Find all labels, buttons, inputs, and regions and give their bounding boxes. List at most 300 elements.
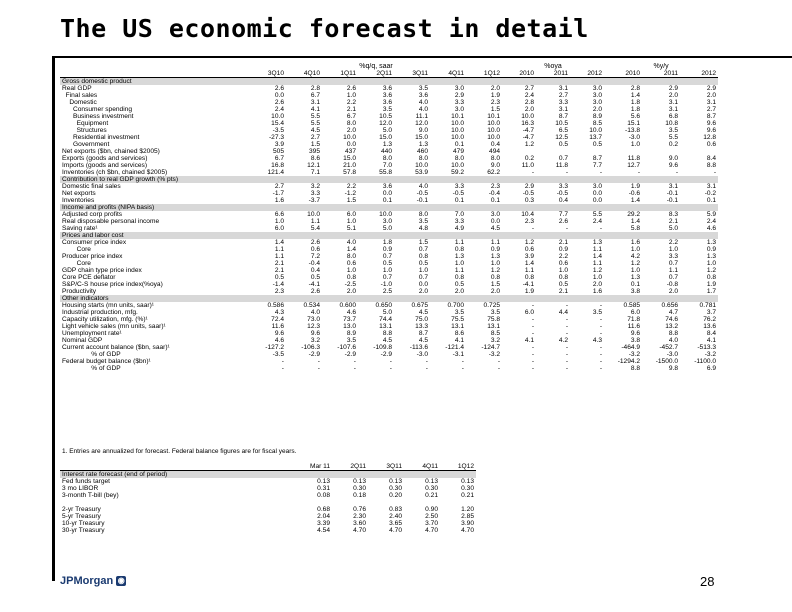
column-header: 2Q11 [358, 70, 394, 78]
table-cell: 0.30 [353, 485, 366, 492]
table-cell: 0.13 [389, 478, 402, 485]
table-cell: 0.30 [425, 485, 438, 492]
table-cell: 0.5 [310, 274, 320, 281]
table-cell: 0.13 [461, 478, 474, 485]
table-cell: 0.6 [310, 246, 320, 253]
table-cell: 4.9 [454, 225, 464, 232]
table-cell: 0.21 [425, 492, 438, 499]
table-cell: 2.7 [274, 183, 284, 190]
table-cell: 2.5 [382, 288, 392, 295]
left-accent-bar [52, 56, 55, 581]
table-cell: 3.5 [346, 337, 356, 344]
group-header-row [60, 63, 718, 70]
title-rule [52, 56, 792, 58]
table-cell: 494 [489, 148, 501, 155]
table-cell: 1.4 [274, 239, 284, 246]
table-cell: -124.7 [481, 344, 501, 351]
table-cell: 2.0 [668, 288, 679, 295]
table-cell: - [599, 344, 603, 351]
table-row [60, 162, 718, 169]
table-cell: 2.6 [310, 288, 320, 295]
table-cell: 3.9 [524, 253, 535, 260]
table-cell: - [599, 323, 603, 330]
table-cell: -2.5 [344, 281, 356, 288]
table-cell [604, 148, 642, 155]
table-cell: 0.8 [346, 274, 356, 281]
table-cell: 0.656 [661, 302, 679, 309]
table-cell: 505 [272, 148, 284, 155]
table-cell: 0.8 [454, 274, 464, 281]
table-cell: 29.2 [627, 211, 641, 218]
table-cell: 121.4 [267, 169, 284, 176]
table-row [60, 197, 718, 204]
table-cell: 7.7 [592, 162, 603, 169]
table-cell: - [565, 225, 569, 232]
table-cell [296, 499, 332, 506]
column-header: 1Q12 [440, 463, 476, 471]
table-cell: -127.2 [265, 344, 284, 351]
table-cell: -464.9 [621, 344, 641, 351]
table-cell: 12.8 [703, 134, 717, 141]
table-cell: 3.1 [668, 106, 679, 113]
table-cell: - [531, 365, 535, 372]
row-label [60, 499, 296, 506]
table-cell: -27.3 [268, 134, 284, 141]
table-cell: 1.1 [490, 239, 501, 246]
table-cell: 8.6 [454, 330, 464, 337]
table-cell: 0.781 [699, 302, 717, 309]
table-cell: 0.600 [339, 302, 356, 309]
table-cell: 1.0 [490, 260, 501, 267]
table-cell: 1.2 [524, 141, 535, 148]
table-cell: 8.9 [592, 113, 603, 120]
table-cell: 3.0 [454, 85, 464, 92]
table-cell: -0.2 [704, 190, 717, 197]
section-row [60, 471, 476, 479]
table-cell: 3.2 [310, 337, 320, 344]
table-cell: - [599, 169, 603, 176]
table-cell: 13.1 [451, 323, 464, 330]
table-cell: -0.5 [452, 190, 464, 197]
table-cell: 0.4 [490, 141, 501, 148]
table-cell: 8.0 [382, 155, 392, 162]
table-cell: 3.0 [592, 99, 603, 106]
table-cell: 2.8 [630, 85, 641, 92]
group-header: %y/y [653, 63, 669, 70]
table-row [60, 260, 718, 267]
table-cell: 0.5 [592, 141, 603, 148]
table-cell: -106.3 [301, 344, 320, 351]
table-cell: 0.7 [382, 274, 392, 281]
table-cell: 10.0 [379, 211, 392, 218]
page-number: 28 [700, 574, 715, 589]
table-cell: 6.0 [630, 309, 641, 316]
table-cell: 13.1 [379, 323, 392, 330]
row-label: S&P/C-S house price index(%oya) [62, 281, 163, 288]
table-cell: 2.0 [490, 85, 501, 92]
table-cell: 3.1 [706, 99, 717, 106]
table-cell: 11.8 [555, 162, 569, 169]
table-cell: -3.7 [308, 197, 320, 204]
table-cell: 2.6 [274, 99, 284, 106]
interest-rate-table [60, 463, 476, 534]
table-cell: -2.9 [308, 351, 320, 358]
column-header: 2012 [680, 70, 718, 78]
table-cell: 2.7 [524, 85, 535, 92]
table-cell: -0.4 [308, 260, 320, 267]
table-cell: 10.0 [343, 134, 356, 141]
table-cell: - [599, 351, 603, 358]
table-cell: 6.7 [346, 113, 356, 120]
table-cell: 1.9 [490, 92, 501, 99]
table-cell: 11.1 [415, 113, 428, 120]
logo-text: JPMorgan [60, 575, 114, 587]
table-cell: 3.70 [425, 520, 438, 527]
table-cell: - [353, 358, 356, 365]
table-cell: 10.0 [487, 127, 501, 134]
table-cell: 1.0 [346, 267, 356, 274]
table-cell: 3.1 [668, 183, 679, 190]
table-cell: 1.9 [630, 183, 641, 190]
table-cell: 2.0 [524, 106, 535, 113]
row-label: Consumer price index [62, 239, 127, 246]
table-cell: 0.5 [558, 281, 569, 288]
row-label: Real disposable personal income [62, 218, 160, 225]
table-cell: 1.9 [706, 281, 717, 288]
table-cell: 0.30 [389, 485, 402, 492]
table-cell: 3.2 [310, 183, 320, 190]
table-cell: 0.13 [425, 478, 438, 485]
table-row [60, 92, 718, 99]
table-cell: 0.9 [558, 246, 569, 253]
table-cell: 73.7 [343, 316, 356, 323]
table-cell: -3.2 [704, 351, 717, 358]
table-cell: - [565, 351, 569, 358]
table-cell: 3.3 [310, 190, 320, 197]
table-cell: 0.0 [490, 218, 501, 225]
table-cell: 76.2 [703, 316, 717, 323]
table-cell: -3.1 [452, 351, 464, 358]
row-label: Inventories (ch $bn, chained $2005) [62, 169, 168, 176]
table-cell: 0.90 [425, 506, 438, 513]
table-cell: 2.30 [353, 513, 366, 520]
table-cell: 4.4 [558, 309, 569, 316]
table-cell: 4.1 [454, 337, 464, 344]
table-cell: 4.1 [524, 337, 535, 344]
table-cell: -513.3 [697, 344, 717, 351]
table-cell: -4.7 [522, 127, 535, 134]
row-label: Residential investment [62, 134, 140, 141]
table-cell: 0.9 [706, 246, 717, 253]
table-cell: 10.0 [487, 134, 501, 141]
row-label: Imports (goods and services) [62, 162, 148, 169]
table-cell: -107.6 [337, 344, 356, 351]
table-row [60, 478, 476, 485]
table-cell: 0.13 [353, 478, 366, 485]
row-label: Inventories [62, 197, 95, 204]
group-header: %oya [544, 63, 562, 70]
table-cell: 1.1 [592, 246, 603, 253]
table-cell: 0.6 [346, 260, 356, 267]
table-row [60, 485, 476, 492]
section-label: Gross domestic product [60, 78, 718, 86]
table-cell: 3.1 [558, 85, 569, 92]
table-cell: 0.18 [353, 492, 366, 499]
table-cell: 15.0 [379, 134, 392, 141]
table-cell: 0.534 [303, 302, 320, 309]
table-cell [680, 148, 718, 155]
table-cell: 3.6 [382, 85, 392, 92]
table-cell: 1.3 [418, 141, 428, 148]
table-cell: -3.0 [666, 351, 679, 358]
table-cell: 4.1 [706, 337, 717, 344]
row-label: Fed funds target [62, 478, 111, 485]
table-cell: 6.5 [558, 127, 569, 134]
table-cell: 0.8 [706, 274, 717, 281]
blank-cell [60, 463, 296, 471]
table-cell: 4.5 [418, 337, 428, 344]
table-cell: 4.0 [418, 183, 428, 190]
table-cell: 75.8 [487, 316, 501, 323]
table-cell: 1.0 [630, 246, 641, 253]
table-cell: - [565, 169, 569, 176]
table-cell: 395 [308, 148, 320, 155]
table-cell: 5.5 [668, 134, 679, 141]
table-cell: - [599, 365, 603, 372]
row-label: % of GDP [62, 365, 121, 372]
table-cell: 3.8 [630, 288, 641, 295]
table-cell [642, 148, 680, 155]
table-cell: 0.5 [382, 260, 392, 267]
table-cell: 2.4 [274, 106, 284, 113]
column-header: 2010 [604, 70, 642, 78]
table-cell: 12.0 [379, 120, 392, 127]
table-cell: 6.0 [274, 225, 284, 232]
table-cell: 1.5 [490, 281, 501, 288]
table-cell: 1.4 [524, 260, 535, 267]
table-cell: 4.6 [706, 225, 717, 232]
table-cell: 2.50 [425, 513, 438, 520]
table-cell: -3.2 [628, 351, 641, 358]
row-label: Housing starts (mn units, saar)¹ [62, 302, 154, 309]
table-cell: 0.1 [454, 197, 464, 204]
table-row [60, 106, 718, 113]
table-cell: 12.1 [307, 162, 320, 169]
table-cell: 7.1 [310, 169, 320, 176]
row-label: Nominal GDP [62, 337, 103, 344]
table-cell: 3.3 [454, 183, 464, 190]
table-cell: 2.6 [558, 218, 569, 225]
table-cell: 4.2 [558, 337, 569, 344]
table-cell: 0.7 [668, 260, 679, 267]
table-cell: 8.0 [454, 155, 464, 162]
table-cell: 6.8 [668, 113, 679, 120]
table-cell: 1.9 [524, 288, 535, 295]
table-cell: 10.0 [271, 113, 284, 120]
table-cell: 0.20 [389, 492, 402, 499]
table-cell: -1294.2 [617, 358, 641, 365]
table-cell: -0.5 [416, 190, 428, 197]
table-cell: 16.3 [521, 120, 535, 127]
row-label: Capacity utilization, mfg. (%)¹ [62, 316, 148, 323]
table-cell: 8.6 [310, 155, 320, 162]
table-cell: 3.5 [668, 127, 679, 134]
table-row [60, 120, 718, 127]
table-cell: 3.6 [418, 92, 428, 99]
table-cell: 9.6 [630, 330, 641, 337]
table-cell: -0.1 [666, 197, 679, 204]
table-cell: 1.7 [706, 288, 717, 295]
table-cell: 10.0 [451, 134, 464, 141]
table-cell: 13.7 [589, 134, 603, 141]
table-cell: 0.8 [454, 246, 464, 253]
group-header: %q/q, saar [359, 63, 393, 70]
table-cell: 1.1 [274, 246, 284, 253]
row-label: 3 mo LIBOR [62, 485, 99, 492]
table-cell: 4.5 [418, 309, 428, 316]
table-cell: - [281, 358, 284, 365]
table-cell: 1.4 [346, 246, 356, 253]
table-cell: 2.9 [524, 183, 535, 190]
table-cell: 4.6 [274, 337, 284, 344]
table-cell: 5.5 [592, 211, 603, 218]
table-cell: 3.0 [592, 85, 603, 92]
table-cell: 4.1 [310, 106, 320, 113]
table-cell: 2.1 [558, 239, 569, 246]
table-cell: 4.2 [630, 253, 641, 260]
table-cell: 1.3 [490, 253, 501, 260]
table-cell: 3.3 [454, 99, 464, 106]
table-cell: 1.4 [630, 218, 641, 225]
table-cell: 3.0 [490, 211, 501, 218]
table-cell: 2.0 [454, 288, 464, 295]
table-cell: 11.0 [521, 162, 535, 169]
table-cell: 2.8 [310, 85, 320, 92]
table-cell: 74.4 [379, 316, 392, 323]
table-cell: 5.6 [630, 113, 641, 120]
table-cell: 5.0 [382, 225, 392, 232]
table-cell: 11.8 [627, 155, 641, 162]
row-label: GDP chain type price index [62, 267, 142, 274]
table-cell: 0.7 [418, 246, 428, 253]
table-cell: 2.4 [592, 218, 603, 225]
table-cell: 3.5 [490, 309, 501, 316]
table-cell: 74.6 [665, 316, 679, 323]
table-cell: 2.04 [317, 513, 330, 520]
table-cell: 460 [416, 148, 428, 155]
table-cell: 2.2 [346, 99, 356, 106]
table-row [60, 225, 718, 232]
table-row [60, 190, 718, 197]
table-cell: 13.3 [415, 323, 428, 330]
table-cell: 1.1 [592, 260, 603, 267]
table-row [60, 141, 718, 148]
table-cell: 0.4 [558, 197, 569, 204]
table-cell: 13.6 [703, 323, 717, 330]
table-cell [404, 499, 440, 506]
table-cell: 5.0 [382, 127, 392, 134]
table-cell: -2.9 [344, 351, 356, 358]
table-cell: 0.2 [668, 141, 679, 148]
table-cell: - [637, 169, 641, 176]
table-cell: - [531, 302, 535, 309]
table-row [60, 113, 718, 120]
table-cell: - [599, 330, 603, 337]
row-label: Domestic final sales [62, 183, 121, 190]
table-cell: 5.8 [630, 225, 641, 232]
table-row [60, 127, 718, 134]
table-cell: 72.4 [271, 316, 284, 323]
table-cell: 0.8 [558, 274, 569, 281]
forecast-table [60, 63, 718, 372]
table-cell: 3.0 [592, 183, 603, 190]
table-cell: 3.5 [454, 309, 464, 316]
table-cell: - [565, 344, 569, 351]
table-cell: 8.8 [630, 365, 641, 372]
table-cell: - [565, 365, 569, 372]
row-label: Domestic [62, 99, 97, 106]
table-cell: 0.700 [447, 302, 464, 309]
table-cell: 1.2 [706, 267, 717, 274]
row-label: Structures [62, 127, 107, 134]
table-cell: 13.1 [487, 323, 501, 330]
table-cell: 2.1 [346, 106, 356, 113]
section-row [60, 204, 718, 211]
table-cell: 0.0 [592, 197, 603, 204]
row-label: Industrial production, mfg. [62, 309, 138, 316]
row-label: 3-month T-bill (bey) [62, 492, 119, 499]
table-cell: 9.0 [418, 127, 428, 134]
table-cell: 10.0 [307, 211, 320, 218]
table-cell: 0.0 [418, 281, 428, 288]
column-header: 3Q11 [368, 463, 404, 471]
table-cell: 2.9 [454, 92, 464, 99]
table-cell: 0.68 [317, 506, 330, 513]
table-cell: 1.3 [454, 253, 464, 260]
table-cell: -4.1 [522, 281, 535, 288]
table-cell: 2.85 [461, 513, 474, 520]
table-cell: 3.65 [389, 520, 402, 527]
table-cell: 0.5 [274, 274, 284, 281]
table-cell: 3.1 [668, 99, 679, 106]
table-cell: 0.2 [524, 155, 535, 162]
row-label: Adjusted corp profits [62, 211, 123, 218]
row-label: Core [62, 260, 91, 267]
table-cell: 8.5 [592, 120, 603, 127]
table-cell: 12.5 [555, 134, 569, 141]
table-cell: 12.3 [307, 323, 320, 330]
table-row [60, 253, 718, 260]
table-cell: 0.21 [461, 492, 474, 499]
table-cell: 8.4 [706, 155, 717, 162]
table-cell: 1.0 [558, 267, 569, 274]
table-cell: 8.0 [490, 155, 501, 162]
table-row [60, 281, 718, 288]
row-label: Exports (goods and services) [62, 155, 148, 162]
table-cell: 2.2 [346, 183, 356, 190]
table-cell: 9.0 [490, 162, 501, 169]
table-cell: -4.7 [522, 134, 535, 141]
column-header: 4Q10 [286, 70, 322, 78]
table-cell: - [565, 358, 569, 365]
section-label: Contribution to real GDP growth (% pts) [60, 176, 718, 183]
table-cell: 10.0 [521, 113, 535, 120]
table-row [60, 344, 718, 351]
column-header-row [60, 70, 718, 78]
table-cell: 2.4 [706, 218, 717, 225]
table-cell: -3.5 [272, 127, 284, 134]
table-cell: -0.1 [416, 197, 428, 204]
